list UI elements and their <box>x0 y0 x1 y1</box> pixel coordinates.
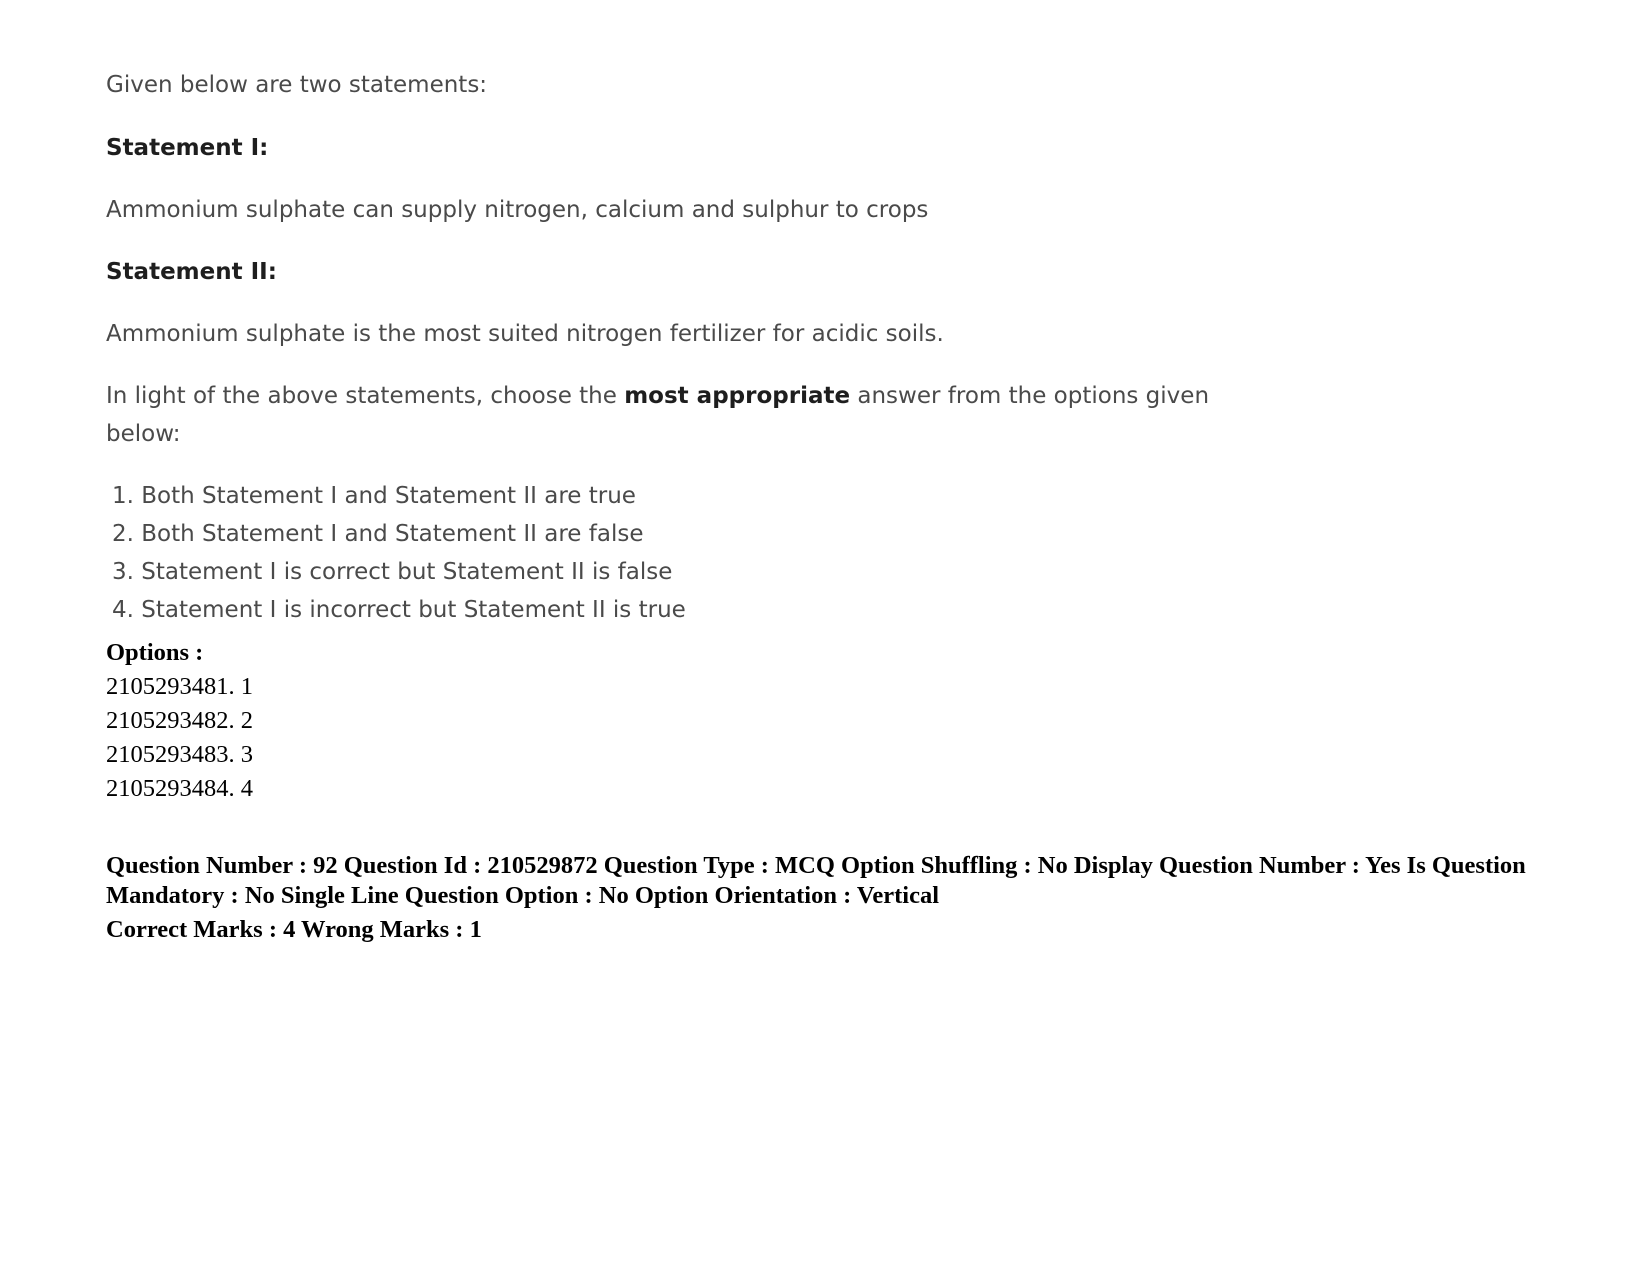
option-item: 2105293483. 3 <box>106 741 253 768</box>
options-block <box>106 636 253 806</box>
marks-line: Correct Marks : 4 Wrong Marks : 1 <box>106 916 482 943</box>
option-item: 2105293481. 1 <box>106 673 253 700</box>
instruction-text <box>106 377 1226 453</box>
question-meta <box>106 851 1606 945</box>
option-item: 2105293482. 2 <box>106 707 253 734</box>
statement-2-text: Ammonium sulphate is the most suited nitrogen fertilizer for acidic soils. <box>106 321 944 347</box>
instruction-pre: In light of the above statements, choose the <box>106 383 625 409</box>
choice-item: 1. Both Statement I and Statement II are true <box>112 483 636 509</box>
instruction-emphasis: most appropriate <box>624 383 851 409</box>
question-image <box>106 66 1226 629</box>
options-title: Options : <box>106 639 204 666</box>
choice-item: 3. Statement I is correct but Statement II is false <box>112 559 673 585</box>
intro-text: Given below are two statements: <box>106 72 488 98</box>
choice-item: 4. Statement I is incorrect but Statement II is true <box>112 597 686 623</box>
statement-1-text: Ammonium sulphate can supply nitrogen, calcium and sulphur to crops <box>106 197 929 223</box>
question-details: Question Number : 92 Question Id : 210529872 Question Type : MCQ Option Shuffling : No Display Question Number : Yes Is Question Mandatory : No Single Line Question Option : No Option Orientation : Vertical <box>106 852 1526 909</box>
option-item: 2105293484. 4 <box>106 775 253 802</box>
choice-item: 2. Both Statement I and Statement II are false <box>112 521 644 547</box>
statement-2-heading: Statement II: <box>106 259 277 285</box>
choice-list <box>106 477 1226 629</box>
statement-1-heading: Statement I: <box>106 135 269 161</box>
instruction-post: answer from the options given below: <box>106 383 1210 447</box>
